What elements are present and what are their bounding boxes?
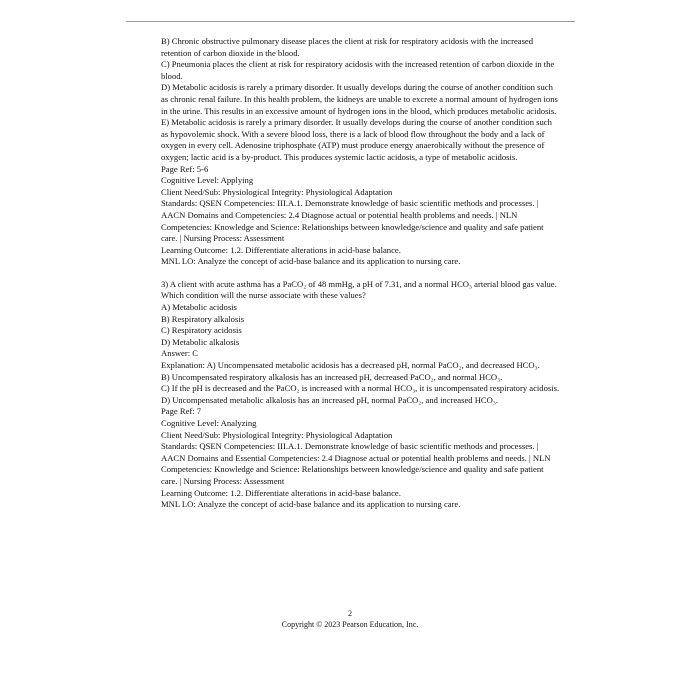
question-3-explanation-b: B) Uncompensated respiratory alkalosis has an increased pH, decreased PaCO₂, and normal HCO₃. [161, 371, 503, 382]
question-3-standards: Standards: QSEN Competencies: III.A.1. Demonstrate knowledge of basic scientific methods and processes. | AACN Domains and Essential Competencies: 2.4 Diagnose actual or potential health problems and needs. | NLN Competencies: Knowledge and Science: Relationships between knowledge/science and quality and safe patient care. | Nursing Process: Assessment [161, 441, 551, 486]
prev-explanation-b: B) Chronic obstructive pulmonary disease places the client at risk for respiratory acidosis with the increased retention of carbon dioxide in the blood. [161, 36, 534, 58]
question-3-stem: 3) A client with acute asthma has a PaCO₂ of 48 mmHg, a pH of 7.31, and a normal HCO₃ arterial blood gas value. Which condition will the nurse associate with these values? [161, 278, 557, 301]
prev-client-need: Client Need/Sub: Physiological Integrity: Physiological Adaptation [161, 186, 393, 197]
question-3-option-d: D) Metabolic alkalosis [161, 336, 240, 347]
question-3-option-a: A) Metabolic acidosis [161, 302, 237, 313]
prev-explanation-e: E) Metabolic acidosis is rarely a primary disorder. It usually develops during the course of another condition such as hypovolemic shock. With a severe blood loss, there is a lack of blood flow throughout the body and a lack of oxygen in every cell. Adenosine triphosphate (ATP) must produce energy anaerobically without the presence of oxygen; lactic acid is a by-product. This produces systemic lactic acidosis, a type of metabolic acidosis. [161, 117, 552, 162]
question-3-cognitive-level: Cognitive Level: Analyzing [161, 418, 257, 428]
question-3-option-b: B) Respiratory alkalosis [161, 313, 245, 324]
header-rule [126, 21, 575, 22]
question-3-explanation-a: Explanation: A) Uncompensated metabolic acidosis has a decreased pH, normal PaCO₂, and decreased HCO₃. [161, 360, 540, 371]
question-3-explanation-d: D) Uncompensated metabolic alkalosis has an increased pH, normal PaCO₂, and increased HCO₃. [161, 394, 498, 405]
prev-page-ref: Page Ref: 5-6 [161, 163, 209, 174]
page-content [161, 36, 561, 511]
question-3-page-ref: Page Ref: 7 [161, 406, 202, 417]
page-number: 2 [348, 609, 352, 618]
prev-cognitive-level: Cognitive Level: Applying [161, 175, 254, 186]
prev-explanation-d: D) Metabolic acidosis is rarely a primary disorder. It usually develops during the course of another condition such as chronic renal failure. In this health problem, the kidneys are unable to excrete a normal amount of hydrogen ions in the urine. This results in an excessive amount of hydrogen ions in the blood, which produces metabolic acidosis. [161, 82, 558, 116]
copyright-notice: Copyright © 2023 Pearson Education, Inc. [281, 620, 419, 629]
prev-explanation-c: C) Pneumonia places the client at risk for respiratory acidosis with the increased retention of carbon dioxide in the blood. [161, 59, 555, 81]
question-gap [161, 268, 561, 279]
question-3-client-need: Client Need/Sub: Physiological Integrity: Physiological Adaptation [161, 429, 393, 440]
question-3-explanation-c: C) If the pH is decreased and the PaCO₂ is increased with a normal HCO₃, it is uncompensated respiratory acidosis. [161, 383, 560, 394]
prev-learning-outcome: Learning Outcome: 1.2. Differentiate alterations in acid-base balance. [161, 244, 401, 255]
prev-mnl-lo: MNL LO: Analyze the concept of acid-base balance and its application to nursing care. [161, 256, 461, 267]
question-3-mnl-lo: MNL LO: Analyze the concept of acid-base balance and its application to nursing care. [161, 499, 461, 510]
question-3-learning-outcome: Learning Outcome: 1.2. Differentiate alterations in acid-base balance. [161, 487, 401, 498]
question-3-answer: Answer: C [161, 348, 198, 359]
prev-standards: Standards: QSEN Competencies: III.A.1. Demonstrate knowledge of basic scientific methods and processes. | AACN Domains and Competencies: 2.4 Diagnose actual or potential health problems and needs. | NLN Competencies: Knowledge and Science: Relationships between knowledge/science and quality and safe patient care. | Nursing Process: Assessment [161, 198, 544, 244]
question-3-option-c: C) Respiratory acidosis [161, 325, 242, 336]
